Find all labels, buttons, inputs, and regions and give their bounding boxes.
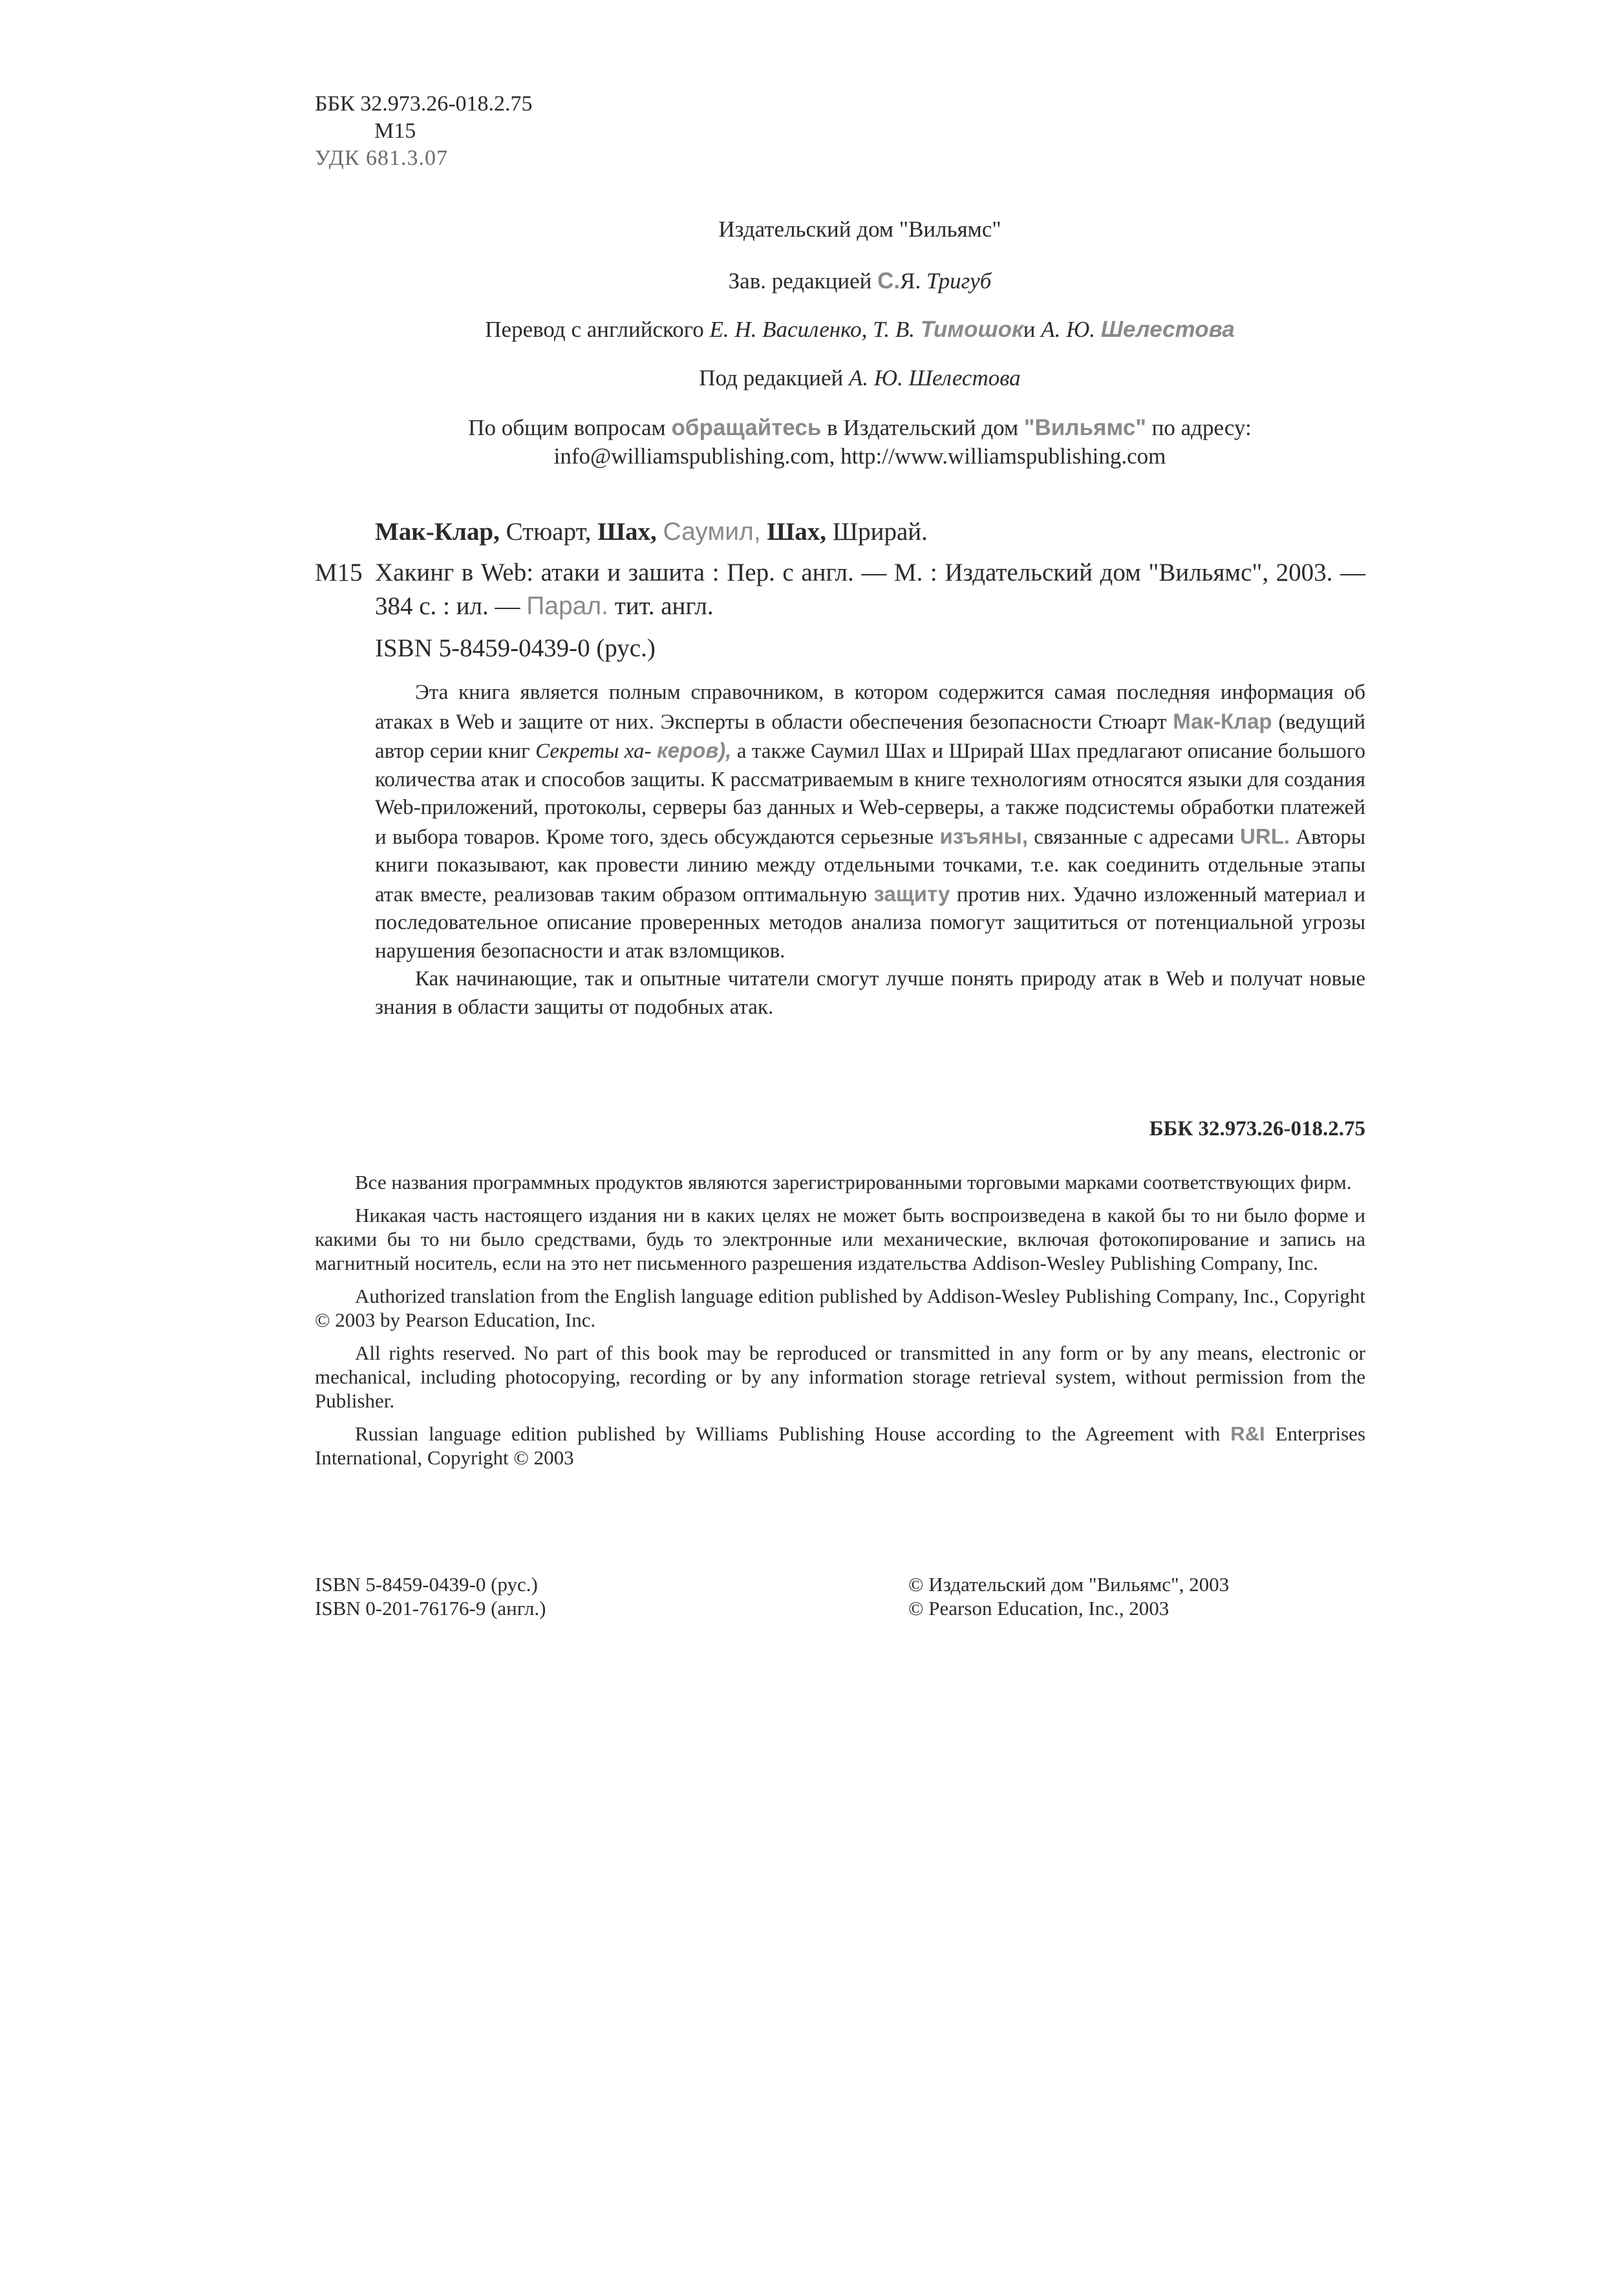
publisher-house: Издательский дом "Вильямс" xyxy=(718,217,1001,242)
udk-code: УДК 681.3.07 xyxy=(315,146,449,170)
abstract xyxy=(375,679,1365,1022)
legal-paragraph: All rights reserved. No part of this book may be reproduced or transmitted in any form or by any means, electronic or mechanical, including photocopying, recording or by any information storage retrieval system, without permission from the Publisher. xyxy=(315,1342,1365,1412)
copyright-list xyxy=(908,1572,1229,1620)
translators-line: Перевод с английского Е. Н. Василенко, Т. В. Тимошоки А. Ю. Шелестова xyxy=(485,317,1235,342)
contact-urls: info@williamspublishing.com, http://www.williamspublishing.com xyxy=(553,444,1166,469)
abstract-paragraph: Как начинающие, так и опытные читатели смогут лучше понять природу атак в Web и получат новые знания в области защиты от подобных атак. xyxy=(375,967,1365,1019)
catalog-entry xyxy=(315,556,1365,623)
entry-isbn: ISBN 5-8459-0439-0 (рус.) xyxy=(375,634,656,662)
legal-paragraph: Russian language edition published by Williams Publishing House according to the Agreement with R&I Enterprises International, Copyright © 2003 xyxy=(315,1422,1366,1469)
isbn-ru: ISBN 5-8459-0439-0 (рус.) xyxy=(315,1573,538,1596)
under-edit-line: Под редакцией А. Ю. Шелестова xyxy=(699,365,1021,391)
legal-paragraph: Никакая часть настоящего издания ни в каких целях не может быть воспроизведена в какой бы то ни было форме и какими бы то ни было средствами, будь то электронные или механические, включая фотокопирование и запись на магнитный носитель, если на это нет письменного разрешения издательства Addison-Wesley Publishing Company, Inc. xyxy=(315,1204,1365,1274)
legal-paragraph: Authorized translation from the English language edition published by Addison-Wesley Publishing Company, Inc., Copyright © 2003 by Pearson Education, Inc. xyxy=(315,1285,1365,1331)
contact-info: По общим вопросам обращайтесь в Издательский дом "Вильямс" по адресу: info@williamspublishing.com, http://www.williamspublishing.com xyxy=(336,414,1384,471)
legal-notice xyxy=(315,1170,1365,1479)
bbk-footer-code: ББК 32.973.26-018.2.75 xyxy=(1149,1117,1365,1140)
abstract-paragraph: Эта книга является полным справочником, в котором содержится самая последняя информация об атаках в Web и защите от них. Эксперты в области обеспечения безопасности Стюарт Мак-Клар (ведущий автор серии книг Секреты ха- керов), а также Саумил Шах и Шрирай Шах предлагают описание большого количества атак и способов защиты. К рассматриваемым в книге технологиям относятся языки для создания Web-приложений, протоколы, серверы баз данных и Web-серверы, а также подсистемы обработки платежей и выбора товаров. Кроме того, здесь обсуждаются серьезные изъяны, связанные с адресами URL. Авторы книги показывают, как провести линию между отдельными точками, т.е. как соединить отдельные этапы атак вместе, реализовав таким образом оптимальную защиту против них. Удачно изложенный материал и последовательное описание проверенных методов анализа помогут защититься от потенциальной угрозы нарушения безопасности и атак взломщиков. xyxy=(375,681,1366,963)
isbn-en: ISBN 0-201-76176-9 (англ.) xyxy=(315,1597,546,1620)
legal-paragraph: Все названия программных продуктов являются зарегистрированными торговыми марками соответствующих фирм. xyxy=(355,1171,1352,1193)
author-mark: М15 xyxy=(374,119,416,143)
copyright-en: © Pearson Education, Inc., 2003 xyxy=(908,1597,1170,1620)
entry-label: М15 xyxy=(315,559,363,586)
editor-line: Зав. редакцией С.Я. Тригуб xyxy=(728,268,992,294)
isbn-list xyxy=(315,1572,546,1620)
authors-line: Мак-Клар, Стюарт, Шах, Саумил, Шах, Шрирай. xyxy=(375,518,928,546)
bbk-code: ББК 32.973.26-018.2.75 xyxy=(315,92,533,116)
entry-body: Хакинг в Web: атаки и зашита : Пер. с англ. — М. : Издательский дом "Вильямс", 2003. — 384 с. : ил. — Парал. тит. англ. xyxy=(375,559,1365,620)
copyright-ru: © Издательский дом "Вильямс", 2003 xyxy=(908,1573,1230,1596)
classification-codes xyxy=(315,91,533,172)
